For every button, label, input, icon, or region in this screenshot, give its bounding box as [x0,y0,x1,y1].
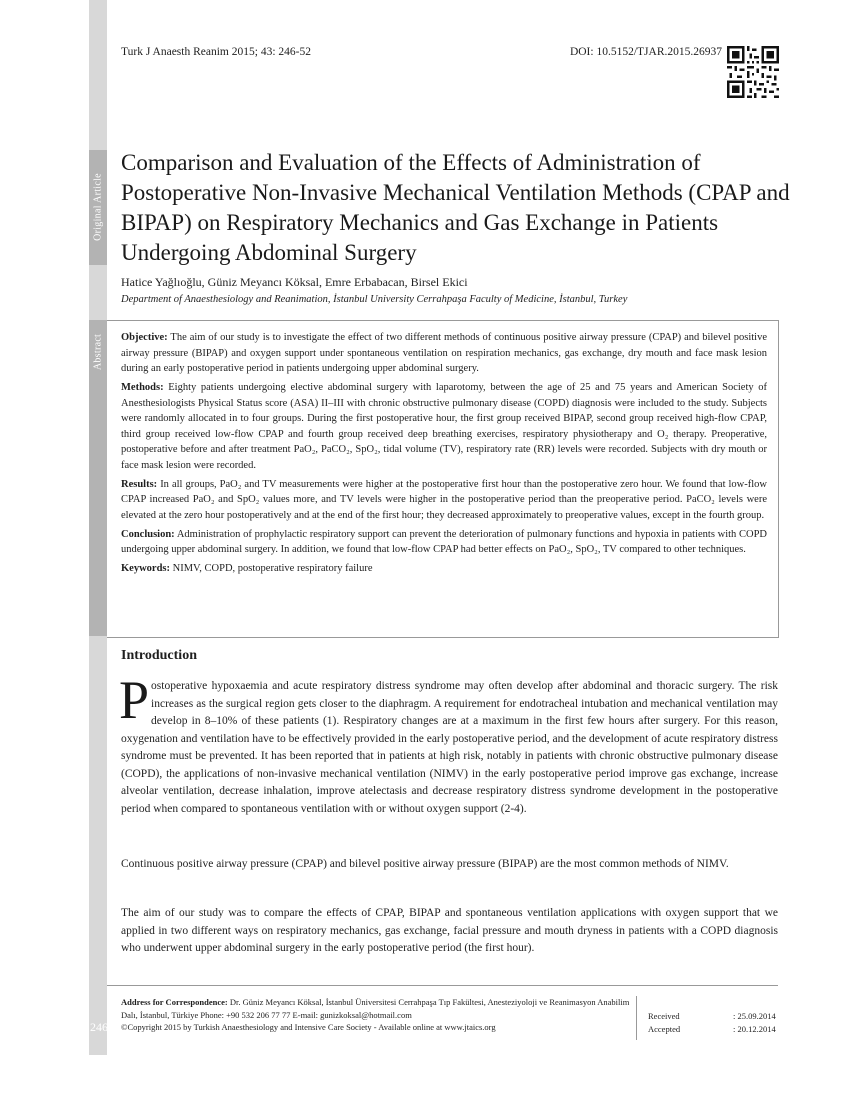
conclusion-text: Administration of prophylactic respiratory support can prevent the deterioration of pulmonary functions and hypoxia in patients with COPD undergoing upper abdominal surgery. In addition, we found that low-flow CPAP had better effects on PaO₂, SpO₂, TV compared to other techniques. [121,528,768,555]
abstract-side-label: Abstract [92,333,104,371]
qr-code-icon [727,46,779,98]
correspondence [121,996,631,1034]
intro-paragraph-3: The aim of our study was to compare the effects of CPAP, BIPAP and spontaneous ventilation applications with oxygen support that we applied in two different ways on respiratory mechanics, gas exchange, facial pressure and mouth dryness in patients with a COPD diagnosis who underwent upper abdominal surgery in the early postoperative period (the first hour). [121,907,778,954]
page-number: 246 [90,1020,108,1034]
copyright: ©Copyright 2015 by Turkish Anaesthesiology and Intensive Care Society - Available online at www.jtaics.org [121,1022,496,1032]
introduction-heading: Introduction [121,648,197,663]
abstract-objective [121,330,767,377]
address-label: Address for Correspondence: [121,997,228,1007]
accepted-date: : 20.12.2014 [733,1023,776,1034]
abstract-keywords [121,561,767,577]
intro-paragraph-1 [119,670,778,818]
article-title: Comparison and Evaluation of the Effects of Administration of Postoperative Non-Invasive Mechanical Ventilation Methods (CPAP and BIPAP) on Respiratory Mechanics and Gas Exchange in Patients Undergoing Abdominal Surgery [121,150,790,265]
authors: Hatice Yağlıoğlu, Güniz Meyancı Köksal, Emre Erbabacan, Birsel Ekici [121,275,468,289]
journal-citation: Turk J Anaesth Reanim 2015; 43: 246-52 [121,46,311,58]
results-text: In all groups, PaO₂ and TV measurements were higher at the postoperative first hour than the postoperative zero hour. We found that low-flow CPAP increased PaO₂ and SpO₂ values more, and TV levels were higher in the postoperative period than the preoperative period. PaCO₂ levels were elevated at the zero hour postoperatively and at the end of the first hour; they decreased approximately to preoperative values, except in the fourth group. [121,478,767,521]
doi: DOI: 10.5152/TJAR.2015.26937 [569,46,722,58]
keywords-text: NIMV, COPD, postoperative respiratory failure [172,563,373,574]
results-label: Results: [121,478,158,490]
objective-label: Objective: [121,332,168,343]
methods-text: Eighty patients undergoing elective abdominal surgery with laparotomy, between the age of 25 and 75 years and American Society of Anesthesiologists Physical Status score (ASA) II–III with chronic obstructive pulmonary disease (COPD) diagnosis were included to the study. Subjects were randomly allocated in to four groups. During the first postoperative hour, the first group received BIPAP, second group received high-flow CPAP, third group received low-flow CPAP and fourth group received deep breathing exercises, respiratory physiotherapy and O₂ therapy. Preoperative, postoperative before and after treatment PaO₂, PaCO₂, SpO₂, tidal volume (TV), respiratory rate (RR) levels were recorded. Subjects with dry mouth or face mask lesion were recorded. [121,382,767,471]
abstract-methods [121,380,767,473]
address-text: Dr. Güniz Meyancı Köksal, İstanbul Üniversitesi Cerrahpaşa Tıp Fakültesi, Anesteziyoloji ve Reanimasyon Anabilim Dalı, İstanbul, Türkiye Phone: +90 532 206 77 77 E-mail: gunizkoksal@hotmail.com [121,997,630,1020]
conclusion-label: Conclusion: [121,528,175,540]
affiliation: Department of Anaesthesiology and Reanimation, İstanbul University Cerrahpaşa Faculty of Medicine, İstanbul, Turkey [121,294,628,305]
abstract-results [121,477,767,524]
abstract [121,330,767,580]
objective-text: The aim of our study is to investigate the effect of two different methods of continuous positive airway pressure (CPAP) and bilevel positive airway pressure (BIPAP) and oxygen support under spontaneous ventilation on respiration mechanics, gas exchange, dry mouth and face mask lesion during an early postoperative period in patients undergoing upper abdominal surgery. [121,332,767,374]
received-row [648,1010,776,1023]
abstract-conclusion [121,527,767,558]
article-type-label: Original Article [92,173,104,241]
intro-paragraph-2: Continuous positive airway pressure (CPAP) and bilevel positive airway pressure (BIPAP) are the most common methods of NIMV. [121,858,729,870]
dates [648,1010,776,1035]
intro-paragraph-1-text: ostoperative hypoxaemia and acute respiratory distress syndrome may often develop after abdominal and thoracic surgery. The risk increases as the surgical region gets closer to the diaphragm. A requirement for endotracheal intubation and mechanical ventilation may develop in 8–10% of these patients (1). Respiratory changes are at a maximum in the first few hours after surgery. For this reason, oxygenation and ventilation have to be effectively provided in the early postoperative period, and the development of acute respiratory distress syndrome must be prevented. It has been reported that in patients at high risk, notably in patients with chronic obstructive pulmonary disease (COPD), the applications of non-invasive mechanical ventilation (NIMV) in the early postoperative period improve gas exchange, increase alveolar ventilation, decrease inhalation, improve atelectasis and decrease respiratory distress syndrome development in the postoperative period when compared to spontaneous ventilation with or without oxygen support (2-4). [121,680,778,815]
methods-label: Methods: [121,382,164,393]
received-date: : 25.09.2014 [733,1011,776,1021]
address [121,996,631,1021]
accepted-label: Accepted [648,1023,681,1034]
keywords-label: Keywords: [121,563,170,574]
footer-divider [636,996,637,1040]
accepted-row [648,1023,776,1036]
dropcap: P [119,670,150,730]
footer-rule [107,985,778,986]
received-label: Received [648,1011,680,1021]
